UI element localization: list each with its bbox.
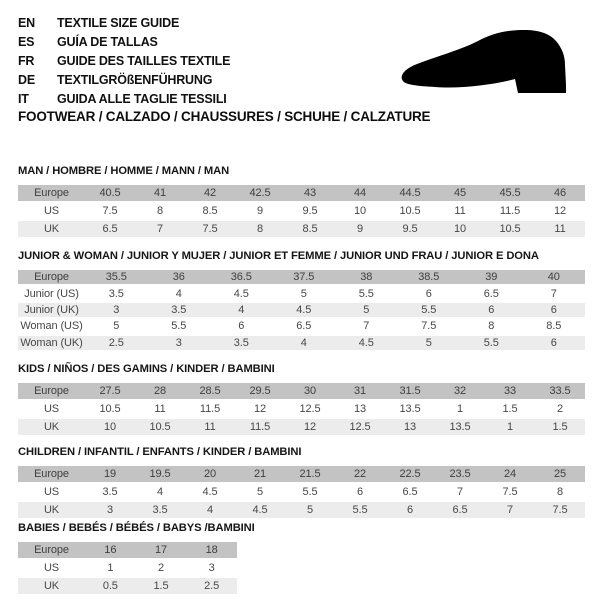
size-cell: 28 [135,383,185,400]
size-section-children [18,445,585,520]
size-cell: 45 [435,185,485,202]
language-code: EN [18,15,35,30]
size-cell: 9.5 [285,202,335,220]
size-cell: 0.5 [85,577,136,595]
language-row [18,13,230,32]
size-cell: 12 [235,400,285,418]
size-cell: 11.5 [235,418,285,436]
size-section-babies [18,521,255,596]
size-cell: 3.5 [85,483,135,501]
size-cell: 3 [186,559,237,577]
size-cell: 6 [523,335,586,351]
size-cell: 5.5 [460,335,523,351]
size-cell: 2 [136,559,187,577]
size-cell: 38.5 [398,270,461,285]
size-cell: 6 [398,285,461,301]
size-cell: 40 [523,270,586,285]
size-cell: 25 [535,466,585,483]
size-cell: 5 [285,501,335,519]
size-cell: 1 [435,400,485,418]
size-cell: 5.5 [398,302,461,318]
row-label: UK [18,418,85,436]
size-cell: 40.5 [85,185,135,202]
size-cell: 36 [148,270,211,285]
row-label: Woman (US) [18,318,85,334]
size-cell: 11 [185,418,235,436]
size-cell: 5.5 [335,285,398,301]
size-cell: 18 [186,542,237,559]
size-cell: 42 [185,185,235,202]
size-cell: 4 [135,483,185,501]
size-cell: 10.5 [135,418,185,436]
size-cell: 6 [523,302,586,318]
language-code: ES [18,34,35,49]
size-cell: 7 [135,220,185,238]
size-cell: 46 [535,185,585,202]
size-cell: 7.5 [398,318,461,334]
size-cell: 7 [523,285,586,301]
size-cell: 11 [535,220,585,238]
size-cell: 3 [148,335,211,351]
row-label: UK [18,220,85,238]
row-label: Europe [18,270,85,285]
size-cell: 4.5 [185,483,235,501]
size-cell: 10.5 [485,220,535,238]
size-cell: 42.5 [235,185,285,202]
size-cell: 8 [235,220,285,238]
size-cell: 37.5 [273,270,336,285]
size-table-junior-woman [18,270,585,352]
size-cell: 23.5 [435,466,485,483]
size-cell: 31 [335,383,385,400]
language-label: GUIDA ALLE TAGLIE TESSILI [57,91,227,106]
size-cell: 11.5 [185,400,235,418]
language-label: GUÍA DE TALLAS [57,34,158,49]
size-header-row [18,466,585,483]
section-title: KIDS / NIÑOS / DES GAMINS / KINDER / BAMBINI [18,363,275,375]
size-cell: 11.5 [485,202,535,220]
size-cell: 3.5 [148,302,211,318]
size-cell: 21 [235,466,285,483]
size-cell: 1.5 [485,400,535,418]
size-cell: 3 [85,302,148,318]
size-header-row [18,270,585,285]
size-cell: 9 [335,220,385,238]
size-cell: 36.5 [210,270,273,285]
size-cell: 6 [385,501,435,519]
size-cell: 19 [85,466,135,483]
size-header-row [18,185,585,202]
row-label: Junior (US) [18,285,85,301]
category-heading: FOOTWEAR / CALZADO / CHAUSSURES / SCHUHE / CALZATURE [18,109,431,124]
size-cell: 9 [235,202,285,220]
size-cell: 12 [535,202,585,220]
row-label: Europe [18,466,85,483]
size-cell: 8 [460,318,523,334]
size-cell: 43 [285,185,335,202]
size-cell: 10.5 [85,400,135,418]
size-cell: 1 [85,559,136,577]
size-cell: 8 [135,202,185,220]
size-cell: 5 [335,302,398,318]
size-cell: 4 [148,285,211,301]
size-cell: 27.5 [85,383,135,400]
size-row [18,202,585,220]
size-cell: 3.5 [210,335,273,351]
size-cell: 10 [85,418,135,436]
size-cell: 3 [85,501,135,519]
size-cell: 30 [285,383,335,400]
size-cell: 10 [335,202,385,220]
size-cell: 35.5 [85,270,148,285]
row-label: Woman (UK) [18,335,85,351]
size-header-row [18,542,237,559]
size-section-junior-woman [18,249,585,352]
row-label: UK [18,577,85,595]
size-row [18,335,585,351]
size-cell: 17 [136,542,187,559]
size-cell: 10 [435,220,485,238]
size-cell: 5.5 [285,483,335,501]
size-cell: 1.5 [535,418,585,436]
size-cell: 5 [235,483,285,501]
size-cell: 4 [210,302,273,318]
size-cell: 12 [285,418,335,436]
size-cell: 11 [435,202,485,220]
size-cell: 41 [135,185,185,202]
size-cell: 3.5 [135,501,185,519]
size-cell: 16 [85,542,136,559]
size-cell: 28.5 [185,383,235,400]
row-label: US [18,400,85,418]
row-label: UK [18,501,85,519]
size-cell: 13.5 [385,400,435,418]
size-cell: 38 [335,270,398,285]
size-cell: 11 [135,400,185,418]
size-row [18,220,585,238]
section-title: CHILDREN / INFANTIL / ENFANTS / KINDER / BAMBINI [18,446,302,458]
size-cell: 9.5 [385,220,435,238]
language-label: TEXTILGRÖßENFÜHRUNG [57,72,213,87]
section-title: BABIES / BEBÉS / BÉBÉS / BABYS /BAMBINI [18,522,255,534]
size-cell: 3.5 [85,285,148,301]
size-row [18,483,585,501]
size-cell: 5 [398,335,461,351]
size-cell: 2.5 [85,335,148,351]
size-cell: 6.5 [435,501,485,519]
size-cell: 4.5 [235,501,285,519]
language-title-block [18,13,230,108]
size-cell: 1.5 [136,577,187,595]
size-cell: 2 [535,400,585,418]
language-label: TEXTILE SIZE GUIDE [57,15,180,30]
size-cell: 21.5 [285,466,335,483]
size-cell: 39 [460,270,523,285]
size-cell: 7.5 [185,220,235,238]
size-cell: 5 [85,318,148,334]
size-cell: 4 [273,335,336,351]
section-title: MAN / HOMBRE / HOMME / MANN / MAN [18,165,230,177]
size-cell: 8.5 [523,318,586,334]
language-code: FR [18,53,35,68]
size-cell: 6.5 [460,285,523,301]
row-label: Junior (UK) [18,302,85,318]
size-row [18,559,237,577]
size-cell: 4.5 [210,285,273,301]
section-title: JUNIOR & WOMAN / JUNIOR Y MUJER / JUNIOR ET FEMME / JUNIOR UND FRAU / JUNIOR E DONA [18,250,539,262]
row-label: US [18,483,85,501]
size-cell: 33.5 [535,383,585,400]
size-cell: 7.5 [485,483,535,501]
size-cell: 4.5 [273,302,336,318]
size-row [18,418,585,436]
size-cell: 22.5 [385,466,435,483]
size-cell: 29.5 [235,383,285,400]
size-header-row [18,383,585,400]
size-cell: 6.5 [85,220,135,238]
row-label: US [18,202,85,220]
size-cell: 44 [335,185,385,202]
size-row [18,302,585,318]
size-cell: 31.5 [385,383,435,400]
size-cell: 2.5 [186,577,237,595]
size-section-man [18,164,585,239]
language-code: DE [18,72,35,87]
size-cell: 24 [485,466,535,483]
size-cell: 7 [485,501,535,519]
size-cell: 5.5 [335,501,385,519]
size-cell: 8.5 [285,220,335,238]
size-cell: 7.5 [85,202,135,220]
size-cell: 5 [273,285,336,301]
size-cell: 1 [485,418,535,436]
language-row [18,32,230,51]
size-cell: 7.5 [535,501,585,519]
language-code: IT [18,91,29,106]
size-cell: 19.5 [135,466,185,483]
size-cell: 33 [485,383,535,400]
size-cell: 6.5 [273,318,336,334]
size-table-children [18,466,585,520]
size-cell: 20 [185,466,235,483]
size-cell: 32 [435,383,485,400]
size-cell: 12.5 [285,400,335,418]
size-cell: 12.5 [335,418,385,436]
size-row [18,318,585,334]
size-cell: 6.5 [385,483,435,501]
size-cell: 5.5 [148,318,211,334]
language-row [18,89,230,108]
size-cell: 7 [435,483,485,501]
size-cell: 13 [335,400,385,418]
size-cell: 6 [335,483,385,501]
dress-shoe-icon [397,28,577,106]
size-cell: 7 [335,318,398,334]
language-row [18,70,230,89]
size-row [18,400,585,418]
size-cell: 4.5 [335,335,398,351]
size-table-babies [18,542,237,596]
size-row [18,577,237,595]
size-table-kids [18,383,585,437]
size-cell: 10.5 [385,202,435,220]
size-row [18,501,585,519]
row-label: Europe [18,383,85,400]
size-section-kids [18,362,585,437]
language-row [18,51,230,70]
size-cell: 6 [460,302,523,318]
size-cell: 45.5 [485,185,535,202]
size-row [18,285,585,301]
size-cell: 44.5 [385,185,435,202]
size-cell: 4 [185,501,235,519]
row-label: US [18,559,85,577]
size-cell: 8 [535,483,585,501]
size-cell: 13 [385,418,435,436]
language-label: GUIDE DES TAILLES TEXTILE [57,53,231,68]
row-label: Europe [18,185,85,202]
size-cell: 8.5 [185,202,235,220]
size-table-man [18,185,585,239]
row-label: Europe [18,542,85,559]
size-cell: 13.5 [435,418,485,436]
size-cell: 22 [335,466,385,483]
size-cell: 6 [210,318,273,334]
